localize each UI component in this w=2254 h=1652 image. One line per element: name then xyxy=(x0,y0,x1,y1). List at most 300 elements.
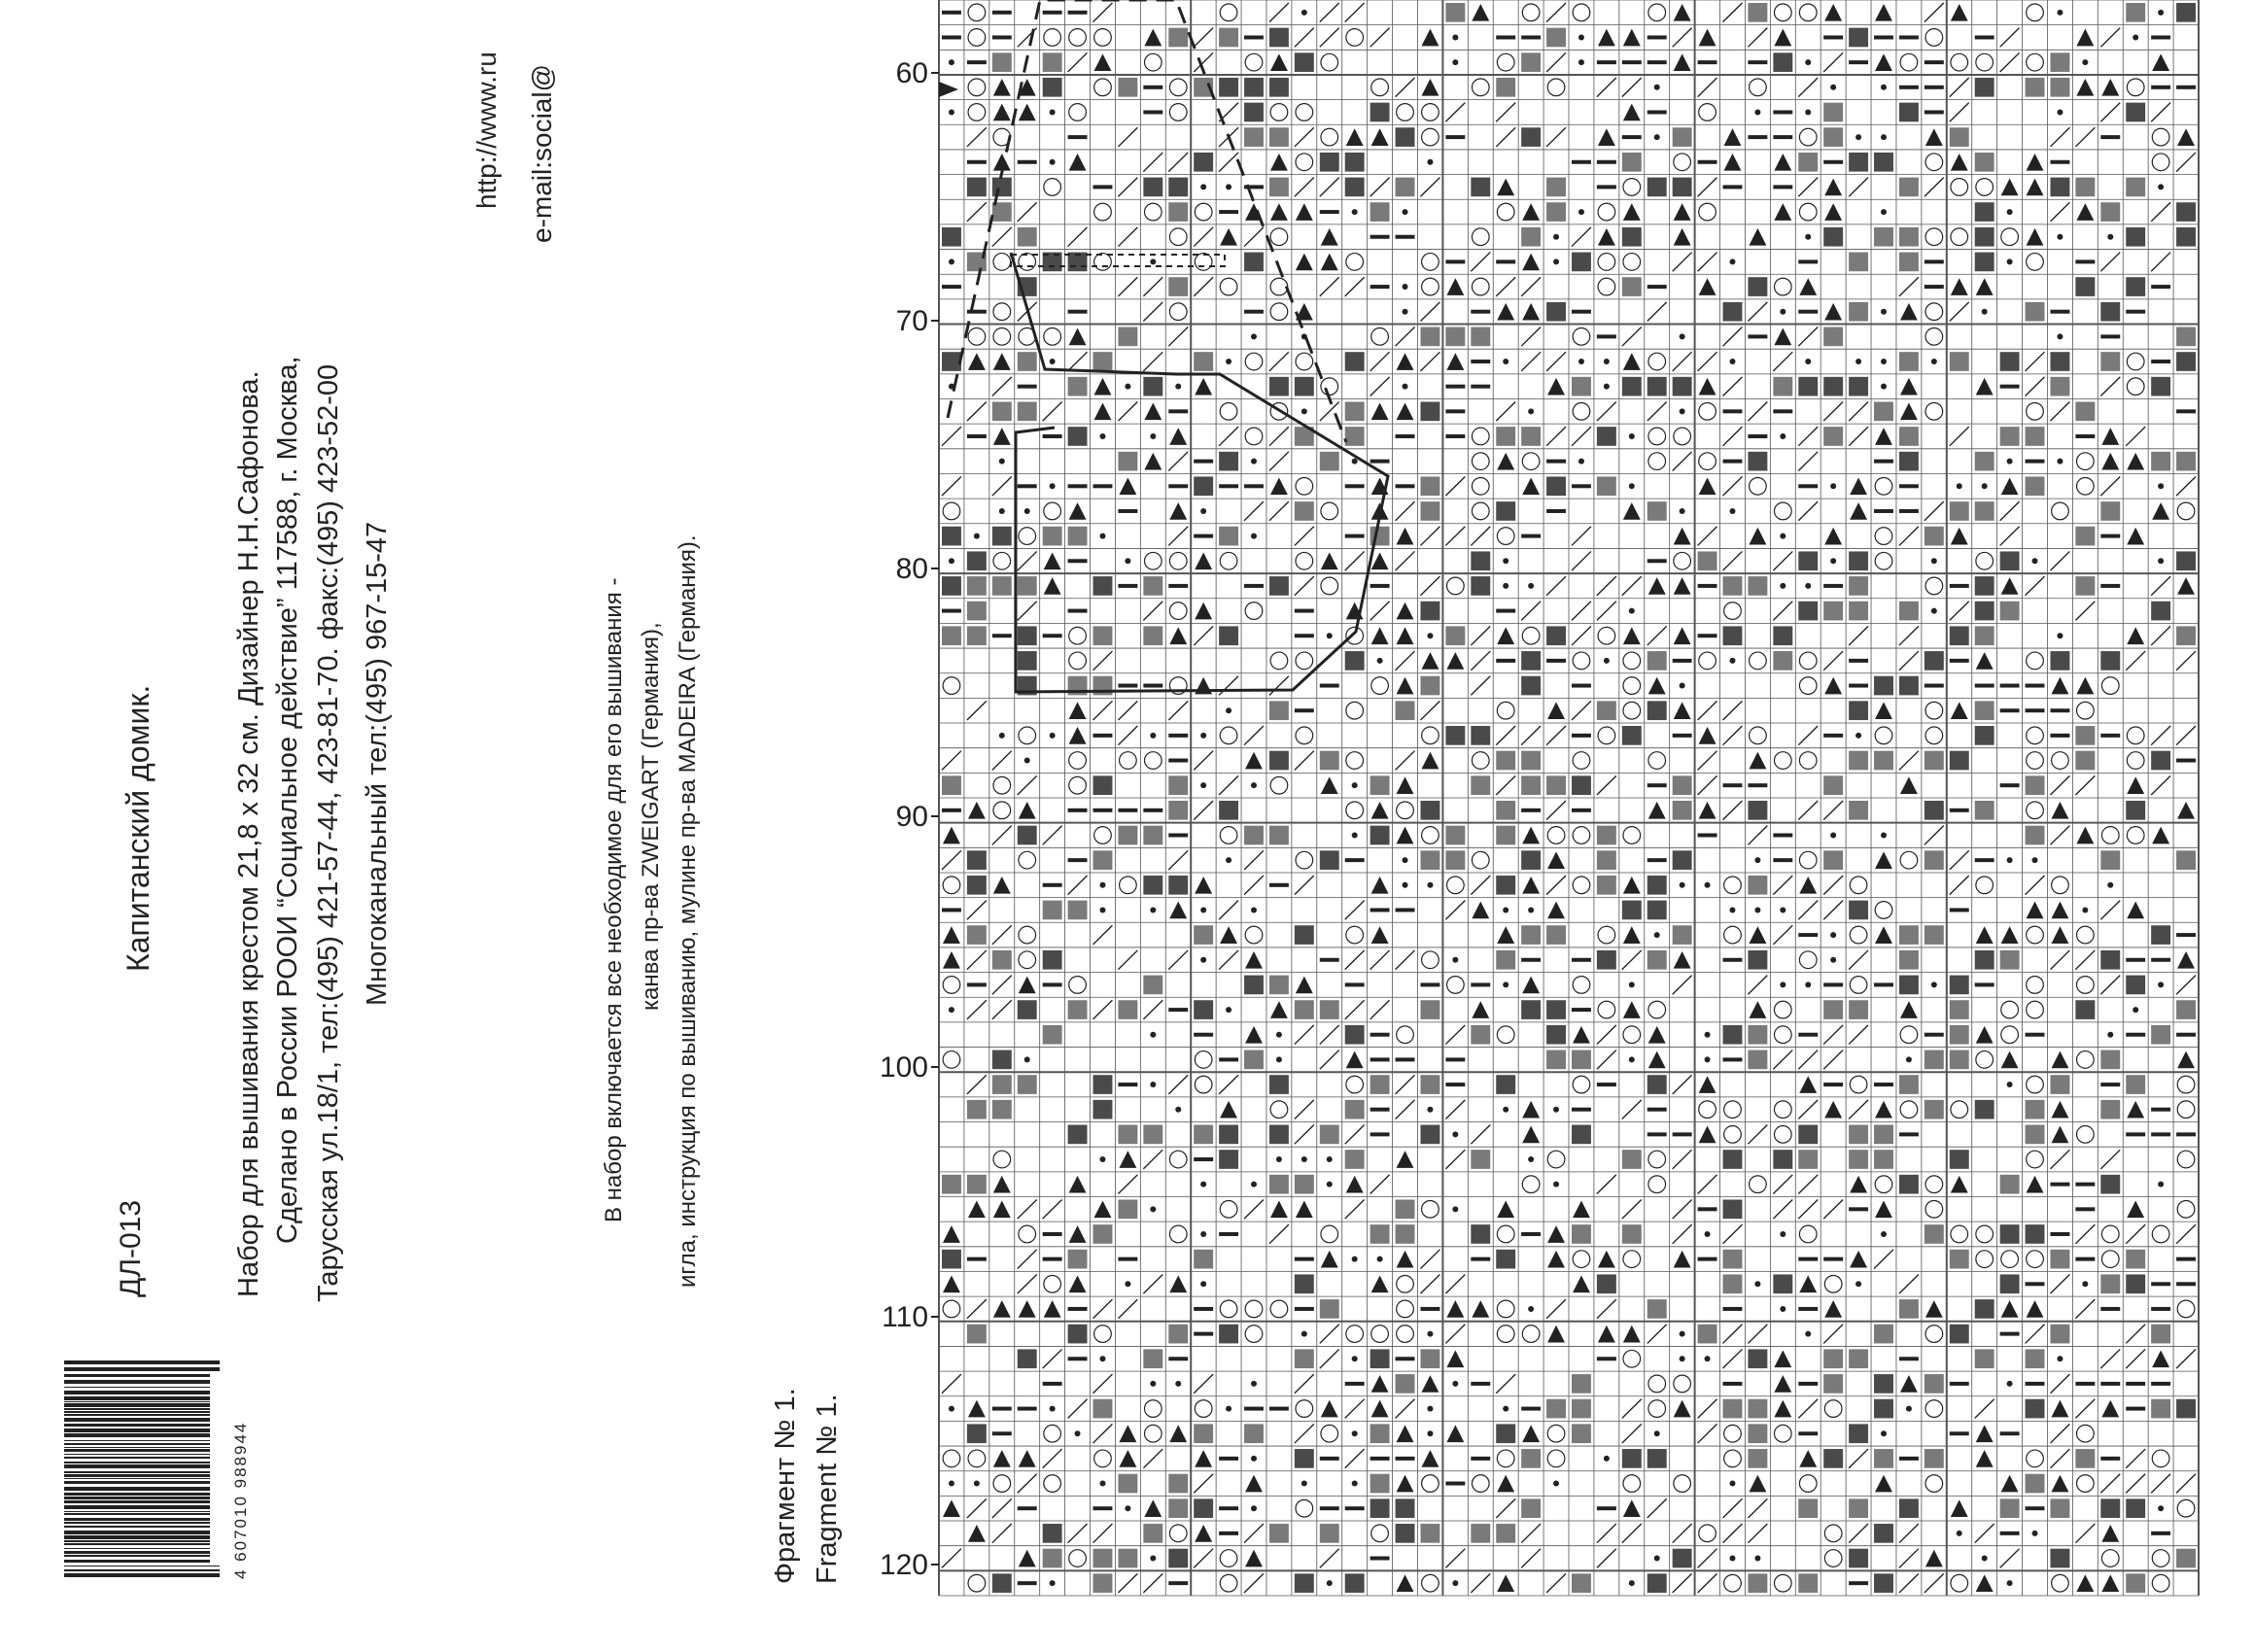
pattern-cell xyxy=(1125,558,1130,564)
pattern-cell xyxy=(1573,1076,1590,1093)
pattern-cell xyxy=(1346,802,1364,819)
pattern-cell xyxy=(1622,78,1642,97)
pattern-cell xyxy=(2127,752,2144,770)
pattern-cell xyxy=(1445,434,1465,438)
pattern-cell xyxy=(1723,726,1743,745)
pattern-cell xyxy=(1849,253,1868,272)
pattern-cell xyxy=(1050,483,1056,489)
pattern-cell xyxy=(1522,1425,1540,1442)
pattern-cell xyxy=(1043,982,1062,986)
pattern-cell xyxy=(2176,202,2196,222)
pattern-cell xyxy=(2176,976,2196,995)
pattern-cell xyxy=(1881,832,1887,838)
pattern-cell xyxy=(2007,459,2013,465)
pattern-cell xyxy=(2126,227,2145,247)
pattern-cell xyxy=(1925,577,1943,595)
pattern-cell xyxy=(942,809,961,812)
pattern-cell xyxy=(2100,501,2120,521)
pattern-cell xyxy=(2177,502,2195,520)
pattern-cell xyxy=(1018,1407,1037,1411)
pattern-cell xyxy=(1975,501,1994,521)
pattern-cell xyxy=(1244,850,1264,870)
pattern-cell xyxy=(942,576,961,596)
pattern-cell xyxy=(1673,925,1692,945)
pattern-cell xyxy=(1445,1482,1465,1486)
pattern-cell xyxy=(1194,28,1213,48)
pattern-cell xyxy=(2075,1000,2095,1019)
pattern-cell xyxy=(1044,1475,1061,1493)
pattern-cell xyxy=(1950,751,1969,771)
pattern-cell xyxy=(1522,1176,1540,1193)
pattern-cell xyxy=(1546,1399,1566,1419)
pattern-cell xyxy=(1799,1475,1817,1493)
pattern-cell xyxy=(1823,103,1843,122)
pattern-cell xyxy=(1370,775,1390,795)
pattern-cell xyxy=(1321,776,1338,794)
pattern-cell xyxy=(943,502,960,520)
pattern-cell xyxy=(1143,1125,1162,1145)
pattern-cell xyxy=(1723,476,1743,496)
pattern-cell xyxy=(1729,907,1735,912)
pattern-cell xyxy=(1750,727,1767,744)
pattern-cell xyxy=(1572,809,1591,812)
pattern-cell xyxy=(1925,86,1944,89)
pattern-cell xyxy=(1396,950,1415,970)
pattern-cell xyxy=(1925,684,1944,688)
pattern-cell xyxy=(1750,79,1767,96)
pattern-cell xyxy=(1976,378,1994,396)
pattern-cell xyxy=(1749,752,1766,770)
pattern-cell xyxy=(943,1300,960,1318)
pattern-cell xyxy=(1270,53,1288,71)
pattern-cell xyxy=(1798,1100,1818,1119)
pattern-cell xyxy=(1900,1101,1918,1119)
pattern-cell xyxy=(1352,1481,1358,1487)
pattern-cell xyxy=(1975,1399,1994,1419)
pattern-cell xyxy=(2050,1549,2069,1568)
pattern-cell xyxy=(1169,228,1187,246)
pattern-cell xyxy=(1320,28,1339,48)
pattern-cell xyxy=(2027,1450,2044,1467)
pattern-cell xyxy=(1093,651,1113,671)
pattern-cell xyxy=(1598,1001,1615,1018)
pattern-cell xyxy=(2032,558,2038,564)
pattern-cell xyxy=(1699,1525,1717,1542)
pattern-cell xyxy=(1881,209,1887,215)
pattern-cell xyxy=(1118,726,1137,745)
pattern-cell xyxy=(1899,950,1919,970)
pattern-cell xyxy=(1043,1025,1062,1045)
pattern-cell xyxy=(2057,234,2063,240)
pattern-cell xyxy=(1824,1101,1842,1119)
pattern-cell xyxy=(1446,652,1464,670)
pattern-cell xyxy=(2075,726,2095,745)
pattern-cell xyxy=(1220,827,1237,844)
pattern-cell xyxy=(1345,1573,1365,1593)
pattern-cell xyxy=(1144,203,1162,221)
pattern-cell xyxy=(1345,1399,1365,1419)
pattern-cell xyxy=(1654,1556,1660,1562)
row-label: 90 xyxy=(895,801,928,833)
pattern-cell xyxy=(1496,78,1515,97)
pattern-cell xyxy=(2027,53,2044,71)
pattern-cell xyxy=(1680,1331,1685,1337)
pattern-cell xyxy=(1881,1430,1887,1436)
pattern-cell xyxy=(1068,1125,1088,1145)
pattern-cell xyxy=(1471,1524,1490,1543)
pattern-cell xyxy=(1296,851,1313,869)
pattern-cell xyxy=(2076,29,2094,47)
pattern-cell xyxy=(1396,1374,1415,1394)
pattern-cell xyxy=(1798,259,1818,263)
pattern-cell xyxy=(1875,851,1892,869)
pattern-cell xyxy=(1143,626,1162,645)
pattern-cell xyxy=(1472,228,1489,246)
pattern-cell xyxy=(1396,1498,1415,1518)
pattern-cell xyxy=(2152,154,2169,171)
pattern-cell xyxy=(1950,976,1969,995)
pattern-cell xyxy=(1824,528,1842,545)
pattern-cell xyxy=(1169,303,1187,321)
pattern-grid xyxy=(939,0,2199,1596)
pattern-cell xyxy=(1849,178,1868,197)
pattern-cell xyxy=(1503,907,1508,912)
pattern-cell xyxy=(2176,933,2196,937)
pattern-cell xyxy=(1043,402,1062,422)
pattern-cell xyxy=(1823,1374,1843,1394)
pattern-cell xyxy=(1748,3,1767,22)
pattern-cell xyxy=(2151,958,2170,962)
pattern-cell xyxy=(1420,676,1439,696)
pattern-cell xyxy=(2050,826,2069,845)
pattern-cell xyxy=(1118,178,1137,197)
pattern-cell xyxy=(1823,1449,1843,1468)
pattern-cell xyxy=(1445,385,1465,389)
pattern-cell xyxy=(1950,1000,1969,1019)
pattern-cell xyxy=(1780,309,1786,315)
pattern-cell xyxy=(2051,1101,2068,1119)
pattern-cell xyxy=(1472,278,1489,295)
pattern-cell xyxy=(2052,877,2069,894)
pattern-cell xyxy=(1068,427,1088,446)
pattern-cell xyxy=(2100,1457,2120,1461)
pattern-cell xyxy=(1471,551,1490,570)
pattern-cell xyxy=(1647,783,1667,787)
pattern-cell xyxy=(1295,1274,1314,1293)
description-line-2: Сделано в России РООИ “Социальное действие” 117588, г. Москва, xyxy=(272,356,303,1244)
pattern-cell xyxy=(1445,1549,1465,1568)
pattern-cell xyxy=(1648,802,1666,819)
pattern-cell xyxy=(1900,1375,1918,1393)
pattern-cell xyxy=(1226,1007,1231,1013)
pattern-cell xyxy=(1397,827,1414,844)
pattern-cell xyxy=(1799,1225,1817,1243)
pattern-cell xyxy=(1445,901,1465,920)
pattern-cell xyxy=(1094,378,1112,396)
pattern-cell xyxy=(1270,154,1288,171)
pattern-cell xyxy=(1471,1257,1490,1261)
pattern-cell xyxy=(1320,751,1339,771)
pattern-cell xyxy=(2075,259,2095,263)
pattern-cell xyxy=(949,109,954,115)
pattern-cell xyxy=(1654,85,1660,90)
pattern-cell xyxy=(1597,78,1616,97)
pattern-cell xyxy=(1875,428,1892,445)
pattern-cell xyxy=(1874,1524,1893,1543)
pattern-cell xyxy=(1805,109,1811,115)
pattern-cell xyxy=(1270,1201,1288,1219)
pattern-cell xyxy=(2000,1498,2020,1518)
pattern-cell xyxy=(1950,1025,1969,1045)
pattern-cell xyxy=(2158,558,2164,564)
pattern-cell xyxy=(2050,1449,2069,1468)
pattern-cell xyxy=(1950,626,1969,645)
pattern-cell xyxy=(2176,452,2196,471)
pattern-cell xyxy=(1194,1033,1213,1037)
pattern-cell xyxy=(1370,460,1390,464)
pattern-cell xyxy=(1068,11,1088,15)
pattern-cell xyxy=(993,776,1011,794)
pattern-cell xyxy=(1748,1125,1767,1145)
pattern-cell xyxy=(1396,1200,1415,1220)
pattern-cell xyxy=(1168,409,1188,413)
pattern-cell xyxy=(1823,377,1843,396)
pattern-cell xyxy=(1705,882,1711,888)
pattern-cell xyxy=(1168,28,1188,48)
pattern-cell xyxy=(1168,1498,1188,1518)
pattern-cell xyxy=(967,576,987,596)
pattern-cell xyxy=(1674,228,1691,246)
pattern-cell xyxy=(2077,702,2095,719)
pattern-cell xyxy=(943,951,960,969)
pattern-cell xyxy=(2050,160,2069,164)
pattern-cell xyxy=(1723,1150,1743,1169)
pattern-cell xyxy=(1093,576,1113,596)
pattern-cell xyxy=(1647,950,1667,970)
pattern-cell xyxy=(1849,1449,1868,1468)
pattern-cell xyxy=(1118,1257,1137,1261)
pattern-cell xyxy=(1150,433,1156,439)
pattern-cell xyxy=(1370,1075,1390,1094)
pattern-cell xyxy=(1295,28,1314,48)
pattern-cell xyxy=(1899,427,1919,446)
pattern-cell xyxy=(2177,1151,2195,1168)
pattern-cell xyxy=(1472,79,1489,96)
pattern-cell xyxy=(1798,178,1818,197)
pattern-cell xyxy=(1723,302,1743,322)
pattern-cell xyxy=(1925,154,1943,171)
pattern-cell xyxy=(1069,977,1087,994)
pattern-cell xyxy=(1950,584,1969,588)
pattern-cell xyxy=(2052,752,2069,770)
pattern-cell xyxy=(1522,827,1540,844)
pattern-cell xyxy=(2007,857,2013,863)
pattern-cell xyxy=(1597,1549,1616,1568)
pattern-cell xyxy=(1219,153,1238,172)
pattern-cell xyxy=(967,160,987,164)
pattern-cell xyxy=(1572,701,1591,720)
pattern-cell xyxy=(1447,877,1465,894)
pattern-cell xyxy=(1950,1382,1969,1386)
pattern-cell xyxy=(1553,1182,1559,1187)
pattern-cell xyxy=(1521,676,1541,696)
pattern-cell xyxy=(1976,877,1994,894)
pattern-cell xyxy=(942,427,961,446)
pattern-cell xyxy=(1874,460,1893,464)
pattern-cell xyxy=(1823,402,1843,422)
pattern-cell xyxy=(2100,334,2120,338)
pattern-cell xyxy=(2100,202,2120,222)
pattern-cell xyxy=(1573,827,1590,844)
pattern-cell xyxy=(1899,1549,1919,1568)
pattern-cell xyxy=(1875,926,1892,944)
pattern-cell xyxy=(1723,327,1743,347)
pattern-cell xyxy=(1169,552,1187,569)
pattern-cell xyxy=(1925,751,1944,771)
pattern-cell xyxy=(992,634,1012,637)
pattern-cell xyxy=(1345,551,1365,570)
pattern-cell xyxy=(1925,110,1944,114)
pattern-cell xyxy=(1975,227,1994,247)
pattern-cell xyxy=(1950,352,1969,371)
pattern-cell xyxy=(1226,184,1231,189)
pattern-cell xyxy=(1528,1156,1534,1162)
pattern-cell xyxy=(1043,78,1062,97)
pattern-cell xyxy=(1572,958,1591,962)
pattern-cell xyxy=(2007,1580,2013,1586)
pattern-cell xyxy=(1420,801,1439,820)
pattern-cell xyxy=(1673,1224,1692,1244)
pattern-cell xyxy=(1093,775,1113,795)
pattern-cell xyxy=(1269,377,1289,396)
pattern-cell xyxy=(2158,10,2164,16)
pattern-cell xyxy=(1673,1200,1692,1220)
pattern-cell xyxy=(1427,1406,1433,1412)
pattern-cell xyxy=(1321,552,1338,569)
pattern-cell xyxy=(1296,154,1313,171)
pattern-cell xyxy=(1729,1556,1735,1562)
pattern-cell xyxy=(2158,981,2164,987)
pattern-cell xyxy=(1975,801,1994,820)
pattern-cell xyxy=(1069,627,1087,644)
pattern-cell xyxy=(1522,977,1540,994)
pattern-cell xyxy=(1899,1075,1919,1094)
pattern-cell xyxy=(1899,277,1919,296)
pattern-cell xyxy=(1899,1132,1919,1136)
pattern-cell xyxy=(1773,110,1792,114)
pattern-cell xyxy=(1496,1075,1515,1094)
pattern-cell xyxy=(1175,384,1181,390)
pattern-cell xyxy=(1698,634,1717,637)
pattern-cell xyxy=(1623,627,1641,644)
pattern-cell xyxy=(1503,583,1508,589)
pattern-cell xyxy=(1125,384,1130,390)
pattern-cell xyxy=(2101,453,2119,470)
pattern-cell xyxy=(968,353,986,370)
pattern-cell xyxy=(1270,776,1288,794)
pattern-cell xyxy=(1044,29,1061,47)
pattern-cell xyxy=(1899,626,1919,645)
pattern-cell xyxy=(942,1374,961,1394)
pattern-cell xyxy=(1269,127,1289,147)
pattern-cell xyxy=(1019,802,1036,819)
row-label: 100 xyxy=(879,1051,928,1084)
pattern-cell xyxy=(1925,1573,1944,1593)
pattern-cell xyxy=(1976,1425,1994,1442)
pattern-cell xyxy=(1496,103,1515,122)
pattern-cell xyxy=(1874,1250,1893,1269)
pattern-cell xyxy=(1629,1580,1635,1586)
pattern-cell xyxy=(1050,733,1056,739)
pattern-cell xyxy=(1975,684,1994,688)
pattern-cell xyxy=(1698,178,1717,197)
pattern-cell xyxy=(1370,1349,1390,1368)
pattern-cell xyxy=(2000,1532,2020,1535)
pattern-cell xyxy=(1143,1449,1162,1468)
pattern-cell xyxy=(1251,1381,1257,1387)
pattern-cell xyxy=(1798,933,1818,937)
pattern-cell xyxy=(1925,303,1943,321)
pattern-cell xyxy=(1093,1524,1113,1543)
pattern-cell xyxy=(1823,160,1843,164)
pattern-cell xyxy=(2001,1300,2019,1318)
pattern-cell xyxy=(1875,1201,1892,1219)
pattern-cell xyxy=(1723,427,1743,446)
row-label: 120 xyxy=(879,1549,928,1581)
pattern-cell xyxy=(1623,353,1641,370)
pattern-cell xyxy=(967,1075,987,1094)
pattern-cell xyxy=(992,826,1012,845)
pattern-cell xyxy=(1352,1430,1358,1436)
pattern-cell xyxy=(2151,1307,2170,1311)
pattern-cell xyxy=(1099,882,1105,888)
pattern-cell xyxy=(1019,1550,1036,1567)
pattern-cell xyxy=(1496,1498,1515,1518)
pattern-cell xyxy=(1647,1108,1667,1112)
pattern-cell xyxy=(1874,1125,1893,1145)
pattern-cell xyxy=(1546,1025,1566,1045)
pattern-cell xyxy=(1296,652,1313,670)
pattern-cell xyxy=(1850,1076,1867,1093)
pattern-cell xyxy=(1370,602,1390,621)
pattern-cell xyxy=(2075,576,2095,596)
pattern-cell xyxy=(1522,1325,1540,1343)
pattern-cell xyxy=(992,1498,1012,1518)
pattern-cell xyxy=(1327,1156,1333,1162)
pattern-cell xyxy=(1245,1325,1263,1343)
pattern-cell xyxy=(1673,253,1692,272)
pattern-cell xyxy=(2052,502,2069,520)
pattern-cell xyxy=(1680,408,1685,414)
pattern-cell xyxy=(1019,951,1036,969)
pattern-cell xyxy=(1219,1150,1238,1169)
pattern-cell xyxy=(1295,576,1314,596)
pattern-cell xyxy=(1220,403,1237,421)
pattern-cell xyxy=(993,552,1011,569)
pattern-cell xyxy=(1069,1176,1087,1193)
pattern-cell xyxy=(1573,752,1590,770)
pattern-cell xyxy=(2027,1001,2044,1018)
pattern-cell xyxy=(1824,4,1842,21)
pattern-cell xyxy=(1420,1524,1439,1543)
pattern-cell xyxy=(2075,1524,2095,1543)
pattern-cell xyxy=(1773,833,1792,837)
pattern-cell xyxy=(1521,1000,1541,1019)
pattern-cell xyxy=(1748,801,1767,820)
pattern-cell xyxy=(1673,1150,1692,1169)
pattern-cell xyxy=(1623,1026,1641,1044)
pattern-cell xyxy=(1698,78,1717,97)
